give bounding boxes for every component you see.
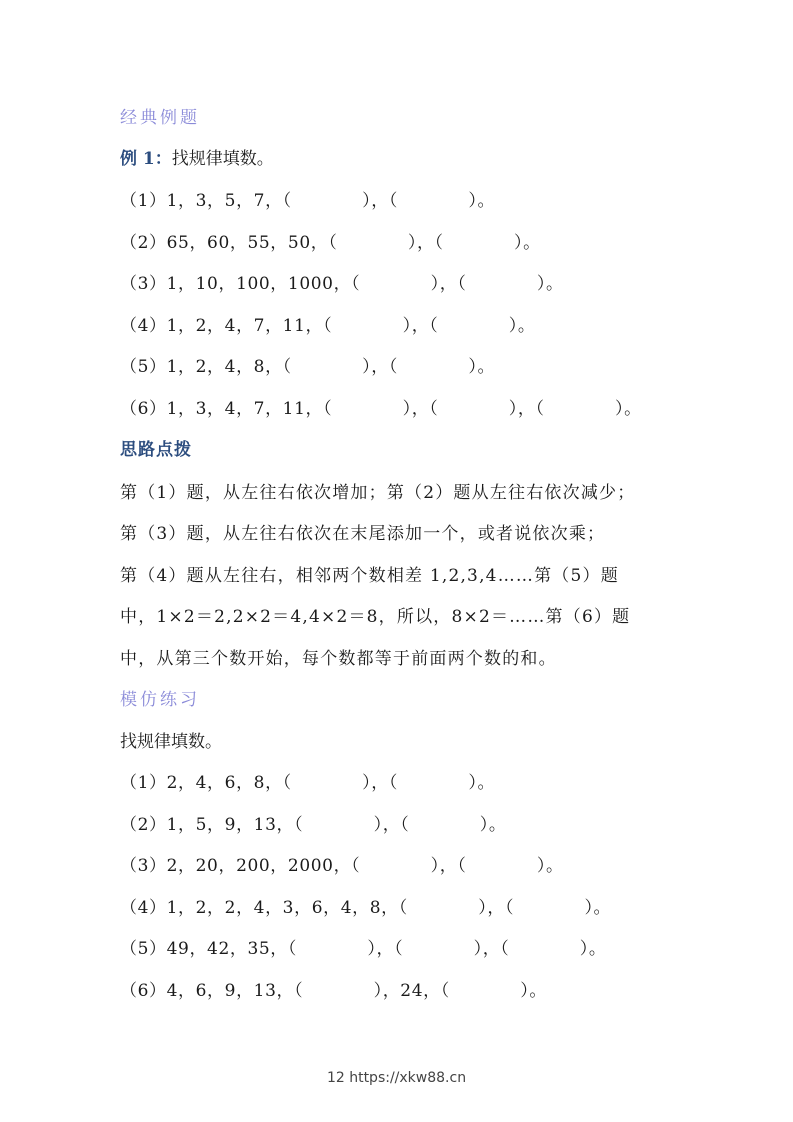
example-item-4: （4）1，2，4，7，11，（ ），（ ）。 bbox=[120, 316, 536, 336]
example-label: 例 1： bbox=[120, 149, 172, 169]
section-title-classic-examples: 经典例题 bbox=[120, 108, 200, 128]
example-prompt: 找规律填数。 bbox=[171, 149, 274, 169]
example-item-2: （2）65，60，55，50，（ ），（ ）。 bbox=[120, 233, 541, 253]
hint-line-4: 中，1×2＝2,2×2＝4,4×2＝8，所以，8×2＝……第（6）题 bbox=[120, 607, 631, 627]
practice-item-6: （6）4，6，9，13，（ ），24，（ ）。 bbox=[120, 981, 547, 1001]
hint-line-2: 第（3）题，从左往右依次在末尾添加一个，或者说依次乘； bbox=[120, 524, 606, 544]
practice-item-2: （2）1，5，9，13，（ ），（ ）。 bbox=[120, 815, 507, 835]
practice-item-1: （1）2，4，6，8，（ ），（ ）。 bbox=[120, 773, 496, 793]
practice-item-4: （4）1，2，2，4，3，6，4，8，（ ），（ ）。 bbox=[120, 898, 612, 918]
example-item-5: （5）1，2，4，8，（ ），（ ）。 bbox=[120, 357, 496, 377]
hint-line-5: 中，从第三个数开始，每个数都等于前面两个数的和。 bbox=[120, 649, 557, 669]
section-title-hints: 思路点拨 bbox=[120, 440, 192, 460]
page-footer: 12 https://xkw88.cn bbox=[326, 1070, 467, 1086]
hint-line-3: 第（4）题从左往右，相邻两个数相差 1,2,3,4……第（5）题 bbox=[120, 566, 619, 586]
example-item-1: （1）1，3，5，7，（ ），（ ）。 bbox=[120, 191, 496, 211]
practice-item-5: （5）49，42，35，（ ），（ ），（ ）。 bbox=[120, 939, 607, 959]
practice-prompt: 找规律填数。 bbox=[120, 732, 222, 752]
example-header bbox=[120, 147, 680, 171]
hint-line-1: 第（1）题，从左往右依次增加；第（2）题从左往右依次减少； bbox=[120, 483, 636, 503]
practice-item-3: （3）2，20，200，2000，（ ），（ ）。 bbox=[120, 856, 564, 876]
example-item-3: （3）1，10，100，1000，（ ），（ ）。 bbox=[120, 274, 564, 294]
example-item-6: （6）1，3，4，7，11，（ ），（ ），（ ）。 bbox=[120, 399, 642, 419]
section-title-practice: 模仿练习 bbox=[120, 690, 200, 710]
